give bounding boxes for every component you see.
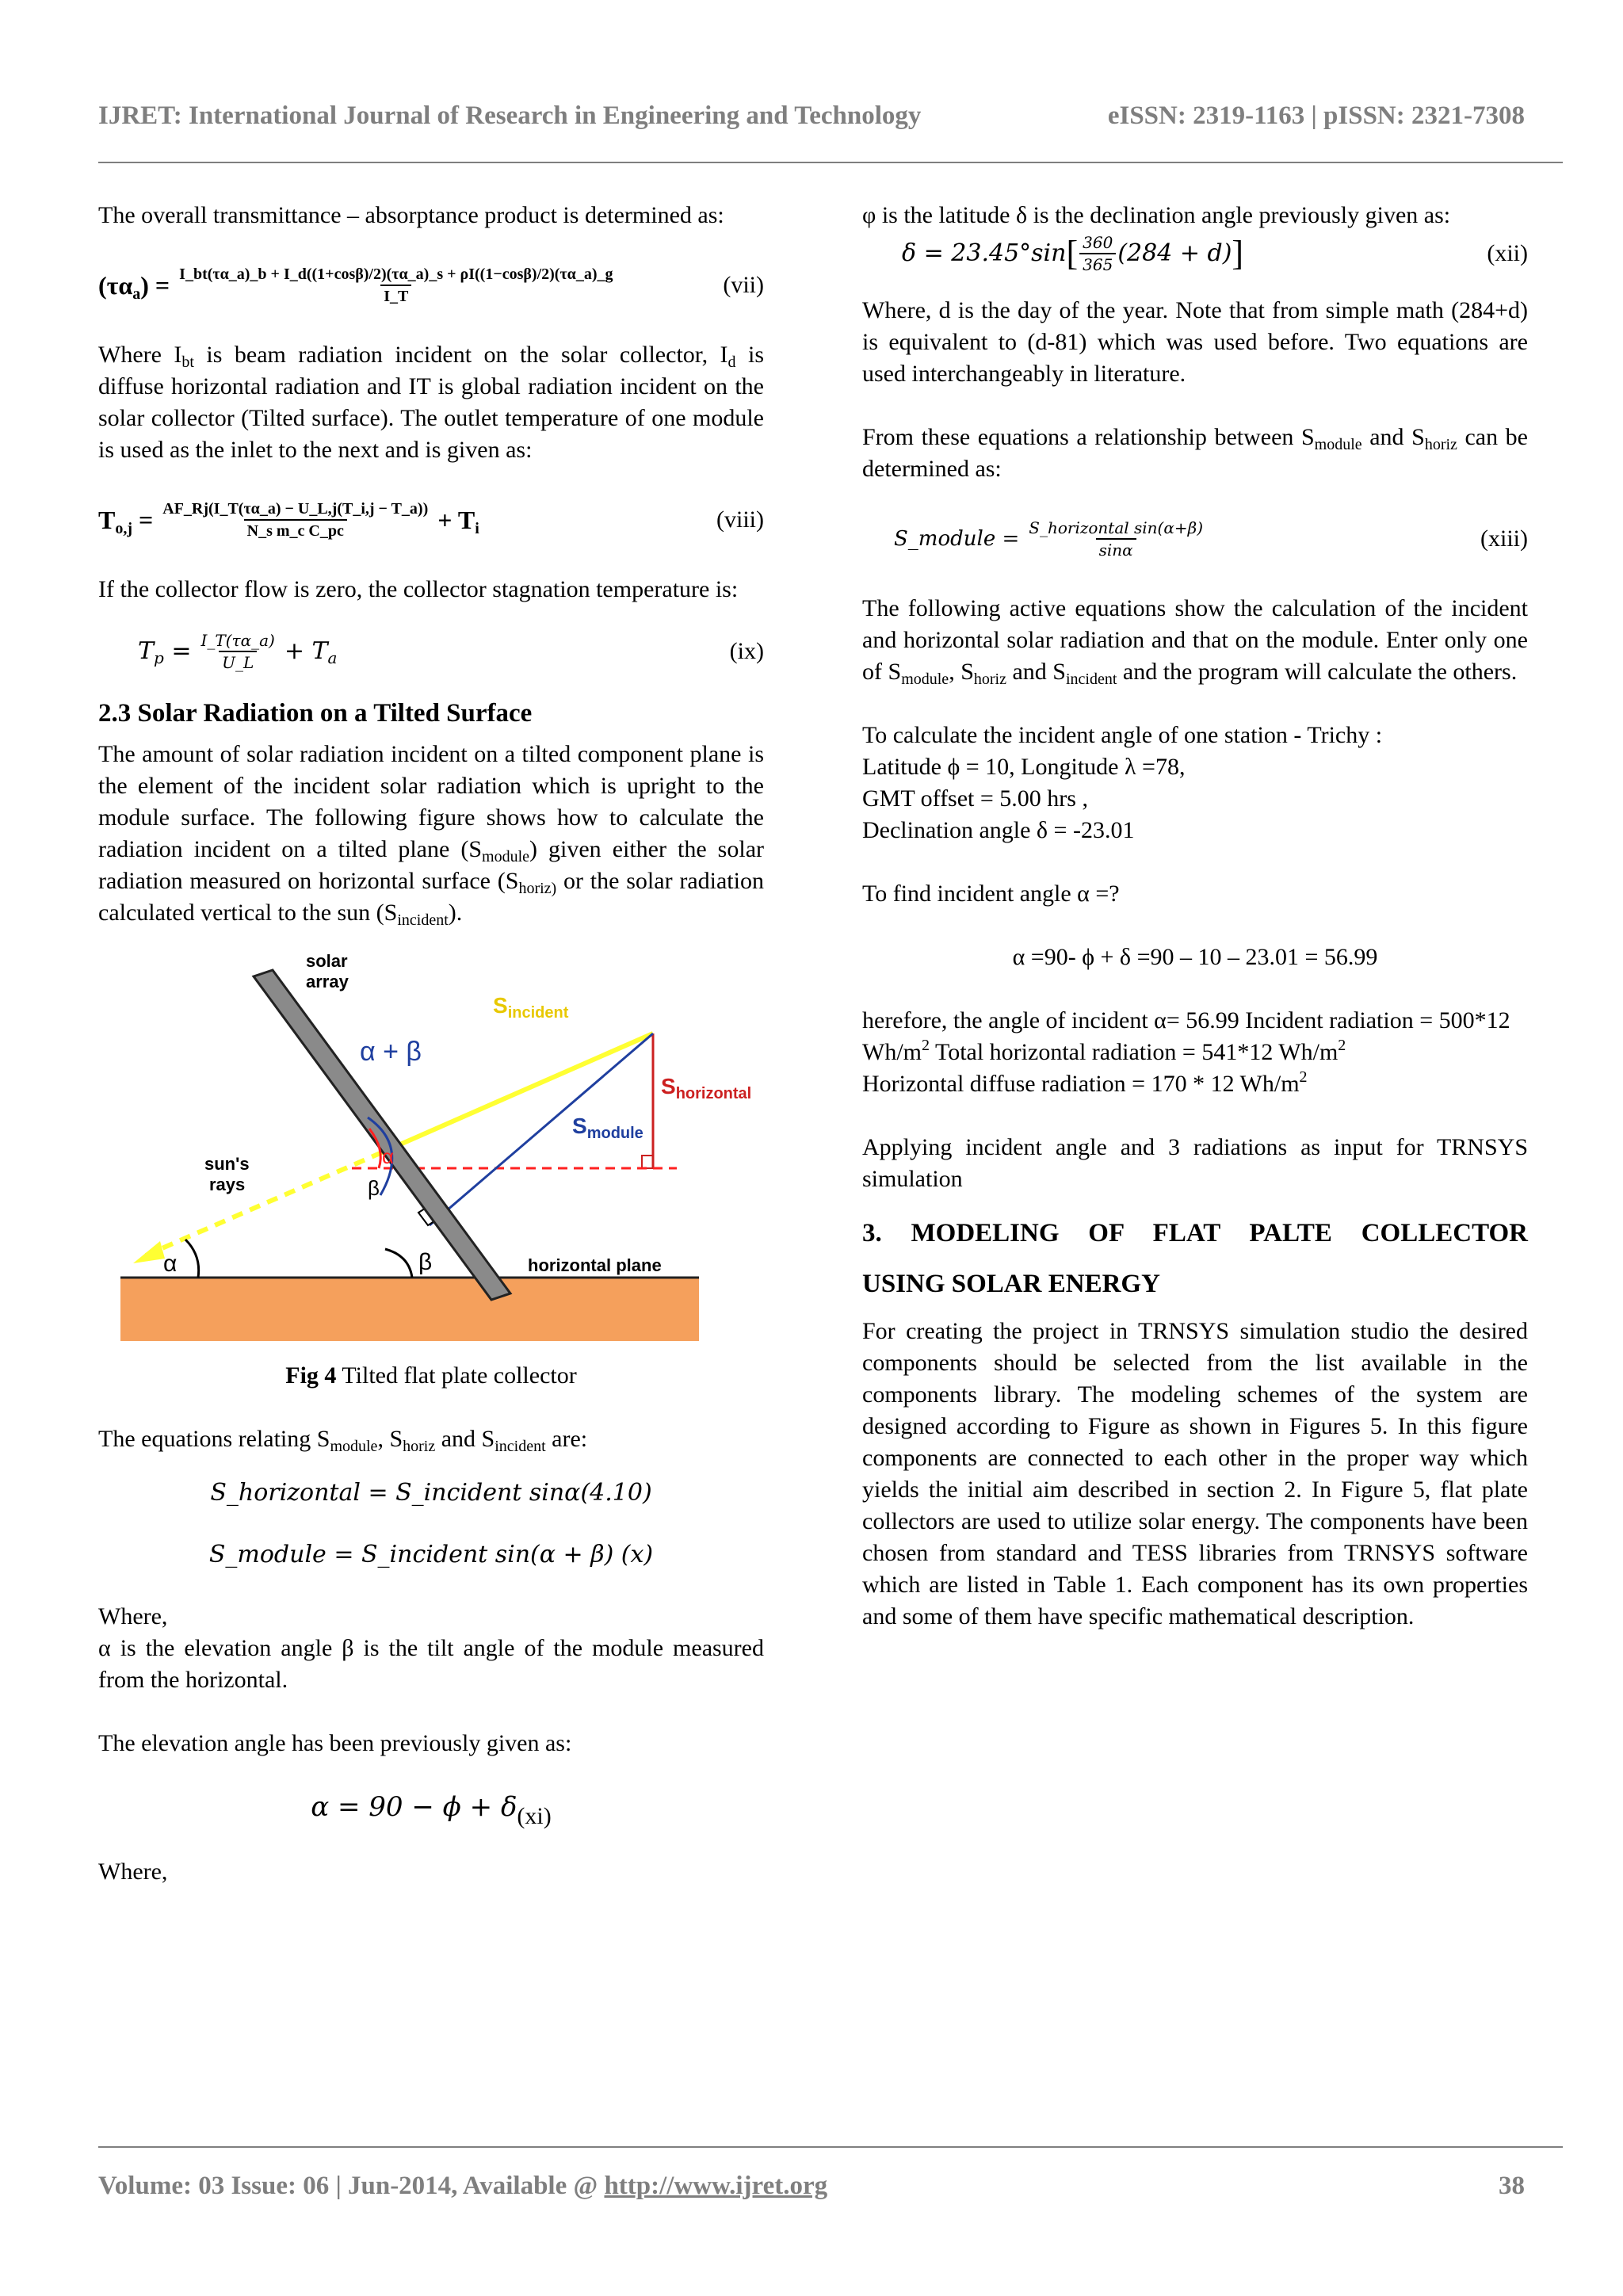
- journal-title: IJRET: International Journal of Research in Engineering and Technology: [98, 101, 922, 130]
- eq12-number: (xii): [1487, 240, 1528, 266]
- right-angle-marker: [642, 1156, 653, 1168]
- beta-arc-ground: [385, 1249, 412, 1278]
- equation-xii: δ = 23.45°sin [ $\frac{360}{365}$ (284 + d) ] (xii): [902, 233, 1528, 274]
- equation-alpha-calc: α =90- ϕ + δ =90 – 10 – 23.01 = 56.99: [1012, 944, 1378, 970]
- eq8-number: (viii): [716, 506, 764, 533]
- ray-arrowhead: [133, 1241, 165, 1263]
- paragraph-radiation-values: herefore, the angle of incident α= 56.99 Incident radiation = 500*12 $Wh/m^2$ Total horizontal radiation = 541*12 $Wh/m^2$ Horizontal diffuse radiation = 170 * 12 $Wh/m^2$: [862, 1007, 1510, 1097]
- equation-xiii: S_module = $\frac{\text{S\_horizontal sin(α+β)}}{\sin\alpha}$ (xiii): [894, 518, 1528, 560]
- equation-vii: [98, 247, 764, 323]
- left-column: [98, 200, 764, 1888]
- solar-array-panel: [254, 970, 510, 1300]
- incident-ray-dashed: [146, 1152, 382, 1255]
- paragraph-transmittance: The overall transmittance – absorptance product is determined as:: [98, 202, 724, 228]
- section-heading-3: 3. MODELING OF FLAT PALTE COLLECTOR USING SOLAR ENERGY: [862, 1219, 1528, 1298]
- paragraph-elevation: α is the elevation angle β is the tilt angle of the module measured from the horizontal.: [98, 1635, 764, 1693]
- eq9-number: (ix): [729, 638, 764, 664]
- where-label-1: Where,: [98, 1603, 168, 1629]
- issn-info: eISSN: 2319-1163 | pISSN: 2321-7308: [1107, 101, 1525, 130]
- eq9-plus: + $T_a$: [284, 637, 338, 667]
- paragraph-elevation-given: The elevation angle has been previously given as:: [98, 1730, 572, 1756]
- paragraph-applying: Applying incident angle and 3 radiations as input for TRNSYS simulation: [862, 1134, 1528, 1192]
- eq13-number: (xiii): [1480, 525, 1528, 552]
- paragraph-tilted-surface: The amount of solar radiation incident on a tilted component plane is the element of the incident solar radiation which is upright to the module surface. The following figure shows how to calculate the radiation incident on a tilted plane $(S_{module})$ given either the solar radiation measured on horizontal surface ($S_{horiz)}$ or the solar radiation calculated vertical to the sun $(S_{incident})$.: [98, 741, 765, 929]
- journal-link[interactable]: http://www.ijret.org: [604, 2172, 828, 2200]
- label-s-horizontal: $S_{horizontal}$: [661, 1074, 752, 1102]
- label-array: array: [306, 972, 349, 991]
- section-heading-2-3: 2.3 Solar Radiation on a Tilted Surface: [98, 699, 533, 728]
- figure-tilted-collector: [98, 945, 764, 1357]
- right-column: [862, 200, 1528, 1633]
- label-alpha-beta: α + β: [360, 1037, 422, 1067]
- label-solar: solar: [306, 951, 348, 971]
- station-block: To calculate the incident angle of one station - Trichy : Latitude ϕ = 10, Longitude λ =78, GMT offset = 5.00 hrs , Declination angle δ = -23.01: [862, 722, 1383, 843]
- eq7-lhs: $(\tau\alpha_a)$ =: [98, 271, 170, 303]
- paragraph-modeling: For creating the project in TRNSYS simulation studio the desired components should be selected from the list available in the components library. The modeling schemes of the system are designed according to Figure as shown in Figures 5. In this figure components are connected to each other in the proper way which yields the initial aim described in section 2. In Figure 5, flat plate collectors are used to utilize solar energy. The components have been chosen from standard and TESS libraries from TRNSYS software which are listed in Table 1. Each component has its own properties and some of them have specific mathematical description.: [862, 1318, 1528, 1629]
- figure-caption: Fig 4 Tilted flat plate collector: [285, 1362, 577, 1389]
- equation-xi: α = 90 − ϕ + δ(xi): [311, 1791, 552, 1829]
- header-rule: [98, 162, 1563, 163]
- label-s-incident: $S_{incident}$: [493, 993, 569, 1022]
- where-label-2: Where,: [98, 1859, 168, 1885]
- volume-info: Volume: 03 Issue: 06 | Jun-2014, Available @ http://www.ijret.org: [98, 2172, 828, 2200]
- paragraph-latitude: φ is the latitude δ is the declination angle previously given as:: [862, 202, 1451, 228]
- eq7-fraction: I_bt(τα_a)_b + I_d((1+cosβ)/2)(τα_a)_s + ρI((1−cosβ)/2)(τα_a)_g I_T: [179, 266, 613, 305]
- equation-x: S_module = S_incident sin(α + β) (x): [208, 1541, 654, 1568]
- label-s-module: $S_{module}$: [572, 1114, 643, 1142]
- tilted-collector-diagram: [98, 945, 764, 1357]
- label-suns: sun's: [204, 1154, 250, 1174]
- eq9-fraction: $\frac{I\_T(\tau\alpha\_a)}{U\_L}$: [200, 631, 275, 672]
- label-horizontal-plane: horizontal plane: [528, 1255, 662, 1275]
- equation-viii: [98, 482, 764, 558]
- paragraph-stagnation: If the collector flow is zero, the collector stagnation temperature is:: [98, 576, 739, 602]
- paragraph-where-ibt: Where $I_{bt}$ is beam radiation incident on the solar collector, $I_d$ is diffuse horizontal radiation and IT is global radiation incident on the solar collector (Tilted surface). The outlet temperature of one module is used as the inlet to the next and is given as:: [98, 342, 764, 463]
- equation-ix: [98, 613, 764, 690]
- eq7-number: (vii): [723, 272, 764, 298]
- label-beta: β: [368, 1176, 380, 1200]
- paragraph-find-angle: To find incident angle α =?: [862, 881, 1120, 907]
- paragraph-day-of-year: Where, d is the day of the year. Note that from simple math (284+d) is equivalent to (d-81) which was used before. Two equations are used interchangeably in literature.: [862, 297, 1528, 387]
- footer-rule: [98, 2146, 1563, 2148]
- alpha-arc-ground: [185, 1240, 199, 1278]
- label-beta-ground: β: [418, 1249, 433, 1275]
- label-alpha-red: α: [382, 1144, 395, 1168]
- label-rays: rays: [209, 1175, 246, 1194]
- paragraph-relationship: From these equations a relationship between $S_{module}$ and $S_{horiz}$ can be determined as:: [862, 424, 1528, 482]
- paragraph-active-equations: The following active equations show the calculation of the incident and horizontal solar radiation and that on the module. Enter only one of $S_{module}$, $S_{horiz}$ and $S_{incident}$ and the program will calculate the others.: [862, 595, 1528, 688]
- eq8-fraction: $\frac{AF\_Rj(I\_T(\tau\alpha\_a) - U\_L,j(T\_i,j - T\_a))}{\text{N\_s m\_c C\_pc}}$: [162, 500, 429, 540]
- eq8-lhs: $T_{o,j}$ =: [98, 506, 154, 537]
- eq9-lhs: $T_p$ =: [138, 637, 192, 667]
- equation-4-10: S_horizontal = S_incident sinα(4.10): [210, 1479, 652, 1507]
- label-alpha-ground: α: [163, 1251, 178, 1277]
- paragraph-equations-relating: The equations relating $S_{module}$, $S_{horiz}$ and $S_{incident}$ are:: [98, 1426, 588, 1455]
- ground-block: [120, 1278, 699, 1341]
- page-number: 38: [1499, 2172, 1525, 2200]
- eq8-plus: + $T_i$: [437, 506, 479, 537]
